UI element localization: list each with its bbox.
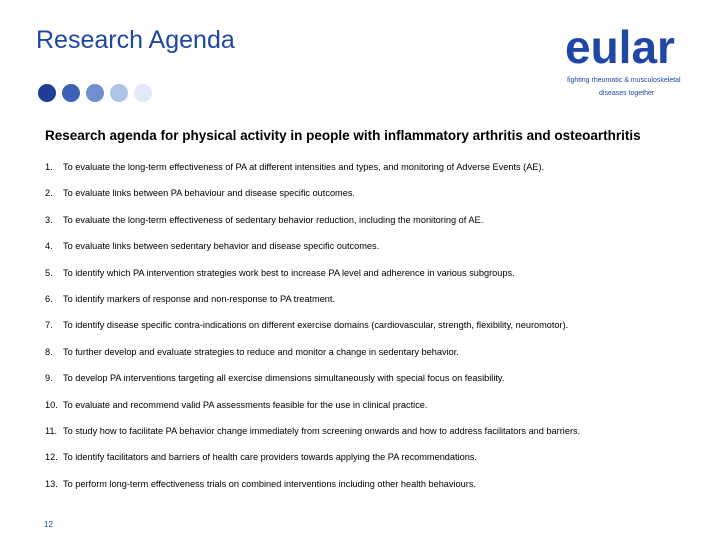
item-text: To evaluate links between sedentary behavior and disease specific outcomes. bbox=[63, 241, 380, 252]
item-number: 9. bbox=[45, 373, 53, 384]
item-number: 3. bbox=[45, 214, 53, 225]
item-text: To identify disease specific contra-indications on different exercise domains (cardiovascular, strength, flexibility, neuromotor). bbox=[63, 320, 569, 331]
item-text: To evaluate the long-term effectiveness of PA at different intensities and types, and monitoring of Adverse Events (AE). bbox=[63, 162, 545, 172]
dot bbox=[62, 84, 80, 102]
item-text: To evaluate and recommend valid PA assessments feasible for the use in clinical practice. bbox=[63, 399, 428, 410]
list-item bbox=[45, 162, 580, 188]
item-text: To identify which PA intervention strategies work best to increase PA level and adherence in various subgroups. bbox=[63, 267, 515, 278]
item-number: 10. bbox=[45, 399, 58, 410]
item-number: 12. bbox=[45, 452, 58, 463]
item-text: To identify markers of response and non-response to PA treatment. bbox=[63, 293, 336, 304]
item-number: 8. bbox=[45, 346, 53, 357]
list-item bbox=[45, 241, 580, 267]
decorative-dots bbox=[38, 84, 152, 102]
list-item bbox=[45, 347, 580, 373]
dot bbox=[110, 84, 128, 102]
item-number: 6. bbox=[45, 293, 53, 304]
item-text: To identify facilitators and barriers of health care providers towards applying the PA recommendations. bbox=[63, 452, 477, 463]
item-text: To develop PA interventions targeting all exercise dimensions simultaneously with special focus on feasibility. bbox=[63, 373, 505, 384]
dot bbox=[134, 84, 152, 102]
list-item bbox=[45, 426, 580, 452]
item-text: To perform long-term effectiveness trials on combined interventions including other health behaviours. bbox=[63, 478, 476, 489]
item-text: To evaluate links between PA behaviour and disease specific outcomes. bbox=[63, 188, 355, 199]
list-item bbox=[45, 400, 580, 426]
dot bbox=[86, 84, 104, 102]
list-item bbox=[45, 320, 580, 346]
list-item bbox=[45, 215, 580, 241]
item-number: 5. bbox=[45, 267, 53, 278]
item-text: To study how to facilitate PA behavior change immediately from screening onwards and how to address facilitators and barriers. bbox=[63, 425, 581, 436]
item-number: 2. bbox=[45, 188, 53, 199]
item-text: To further develop and evaluate strategies to reduce and monitor a change in sedentary behavior. bbox=[63, 346, 459, 357]
list-item bbox=[45, 268, 580, 294]
list-item bbox=[45, 294, 580, 320]
item-number: 7. bbox=[45, 320, 53, 331]
agenda-heading: Research agenda for physical activity in people with inflammatory arthritis and osteoarthritis bbox=[45, 128, 641, 143]
item-number: 1. bbox=[45, 162, 53, 172]
eular-logo bbox=[565, 22, 695, 98]
dot bbox=[38, 84, 56, 102]
agenda-list bbox=[45, 162, 580, 505]
list-item bbox=[45, 373, 580, 399]
item-number: 4. bbox=[45, 241, 53, 252]
list-item bbox=[45, 188, 580, 214]
page-number: 12 bbox=[44, 520, 53, 529]
item-number: 11. bbox=[45, 425, 58, 436]
item-text: To evaluate the long-term effectiveness of sedentary behavior reduction, including the monitoring of AE. bbox=[63, 214, 484, 225]
slide-title: Research Agenda bbox=[36, 26, 235, 54]
logo-word: eular bbox=[565, 21, 675, 73]
item-number: 13. bbox=[45, 478, 58, 489]
list-item bbox=[45, 452, 580, 478]
logo-tagline: diseases together bbox=[599, 90, 655, 97]
list-item bbox=[45, 479, 580, 505]
logo-tagline: fighting rheumatic & musculoskeletal bbox=[567, 77, 681, 84]
